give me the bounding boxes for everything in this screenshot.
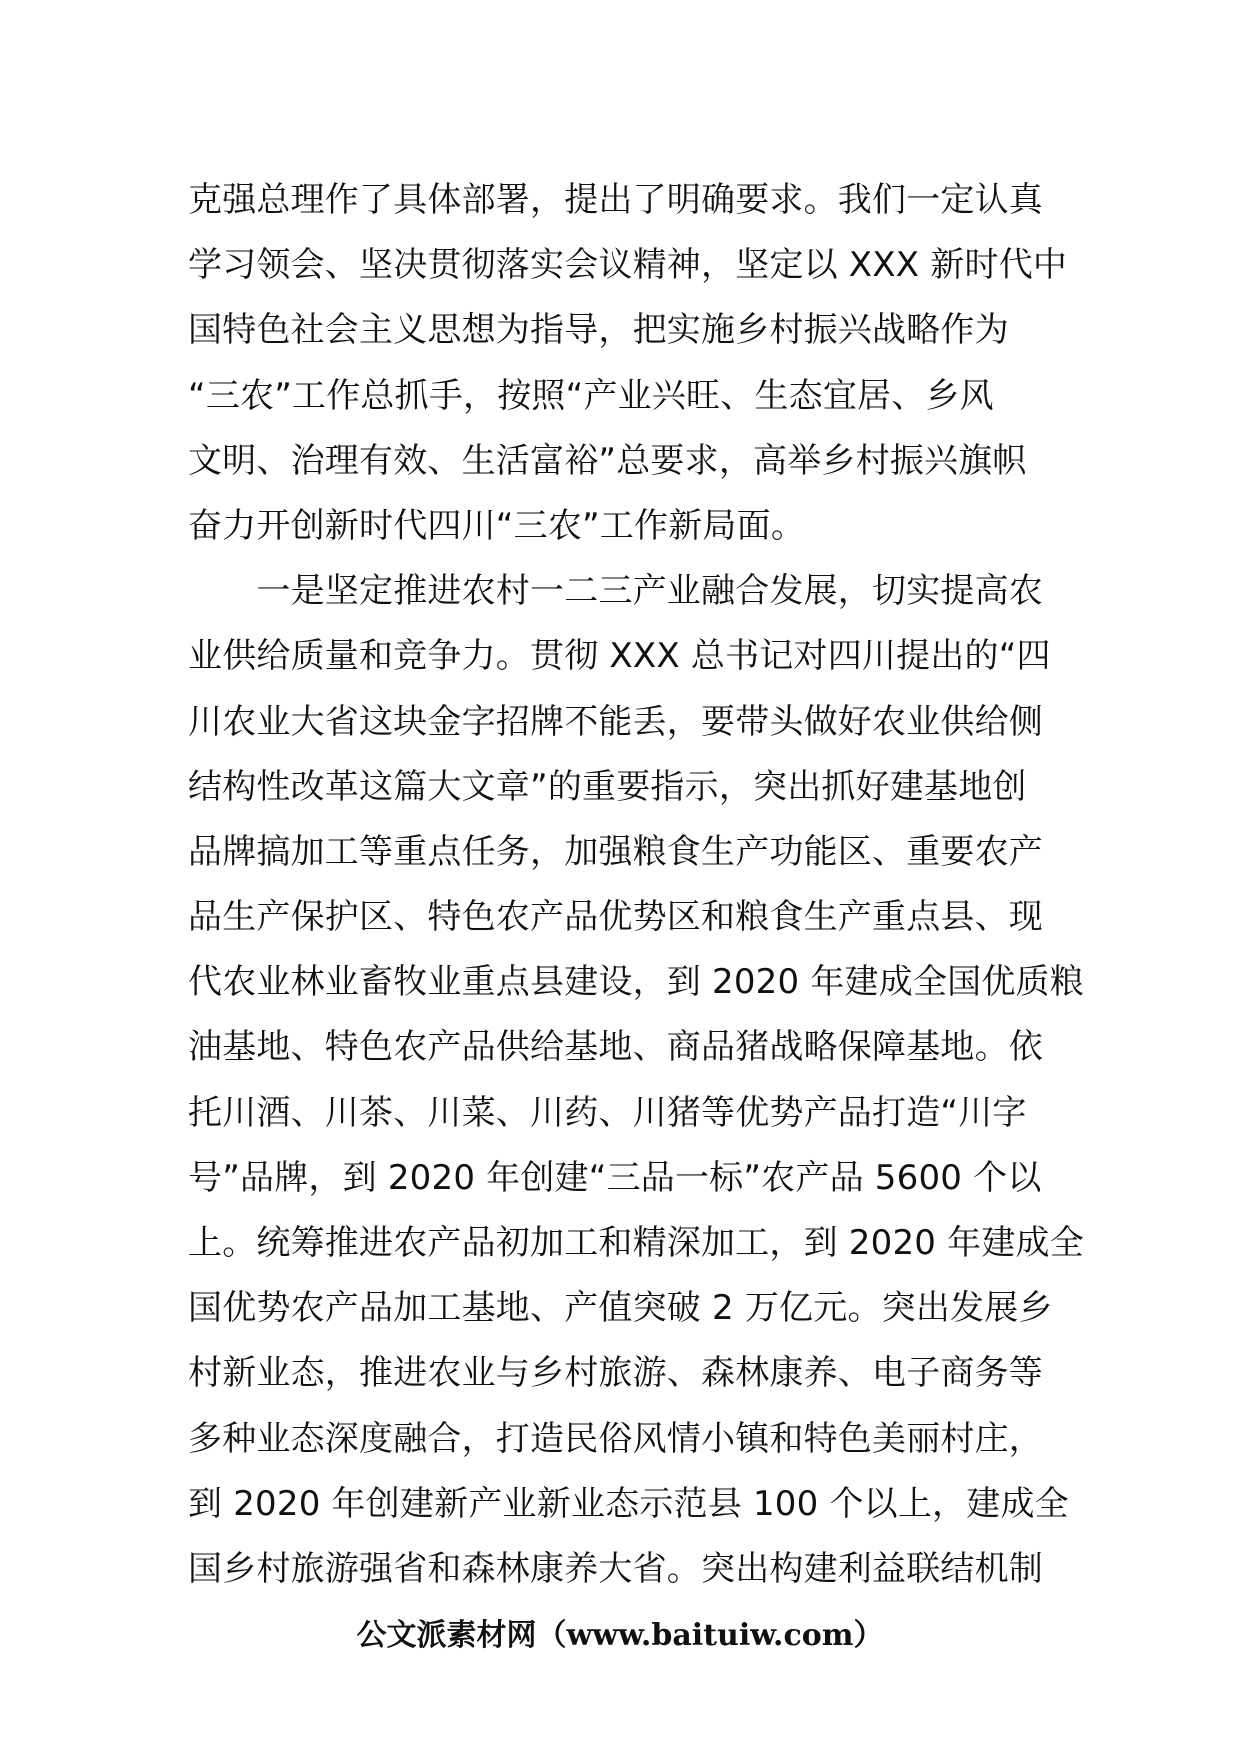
text-line: “三农”工作总抓手，按照“产业兴旺、生态宜居、乡风 [188, 375, 994, 416]
text-line: 村新业态，推进农业与乡村旅游、森林康养、电子商务等 [188, 1353, 1043, 1394]
text-line: 文明、治理有效、生活富裕”总要求，高举乡村振兴旗帜 [188, 440, 1027, 481]
text-line: 克强总理作了具体部署，提出了明确要求。我们一定认真 [188, 180, 1043, 220]
text-line: 油基地、特色农产品供给基地、商品猪战略保障基地。依 [188, 1027, 1043, 1068]
text-line: 品生产保护区、特色农产品优势区和粮食生产重点县、现 [188, 897, 1043, 938]
text-line: 到 2020 年创建新产业新业态示范县 100 个以上，建成全 [188, 1483, 1069, 1524]
text-line: 托川酒、川茶、川菜、川药、川猪等优势产品打造“川字 [188, 1092, 1027, 1133]
footer-watermark: 公文派素材网（www.baituiw.com） [356, 1618, 884, 1653]
text-line: 号”品牌，到 2020 年创建“三品一标”农产品 5600 个以 [188, 1157, 1042, 1198]
text-line: 国乡村旅游强省和森林康养大省。突出构建利益联结机制 [188, 1548, 1043, 1589]
text-line: 代农业林业畜牧业重点县建设，到 2020 年建成全国优质粮 [188, 962, 1084, 1003]
text-line: 品牌搞加工等重点任务，加强粮食生产功能区、重要农产 [188, 831, 1043, 872]
text-line: 川农业大省这块金字招牌不能丢，要带头做好农业供给侧 [188, 701, 1043, 742]
text-line: 业供给质量和竞争力。贯彻 XXX 总书记对四川提出的“四 [188, 636, 1051, 677]
text-line: 上。统筹推进农产品初加工和精深加工，到 2020 年建成全 [188, 1223, 1084, 1263]
text-line: 多种业态深度融合，打造民俗风情小镇和特色美丽村庄， [188, 1418, 1043, 1459]
text-line: 一是坚定推进农村一二三产业融合发展，切实提高农 [188, 571, 1043, 612]
text-line: 结构性改革这篇大文章”的重要指示，突出抓好建基地创 [188, 766, 1027, 807]
text-line: 奋力开创新时代四川“三农”工作新局面。 [188, 505, 806, 546]
body-text [188, 168, 1084, 1602]
text-line: 学习领会、坚决贯彻落实会议精神，坚定以 XXX 新时代中 [188, 245, 1068, 286]
text-line: 国优势农产品加工基地、产值突破 2 万亿元。突出发展乡 [188, 1288, 1053, 1329]
text-line: 国特色社会主义思想为指导，把实施乡村振兴战略作为 [188, 310, 1009, 351]
